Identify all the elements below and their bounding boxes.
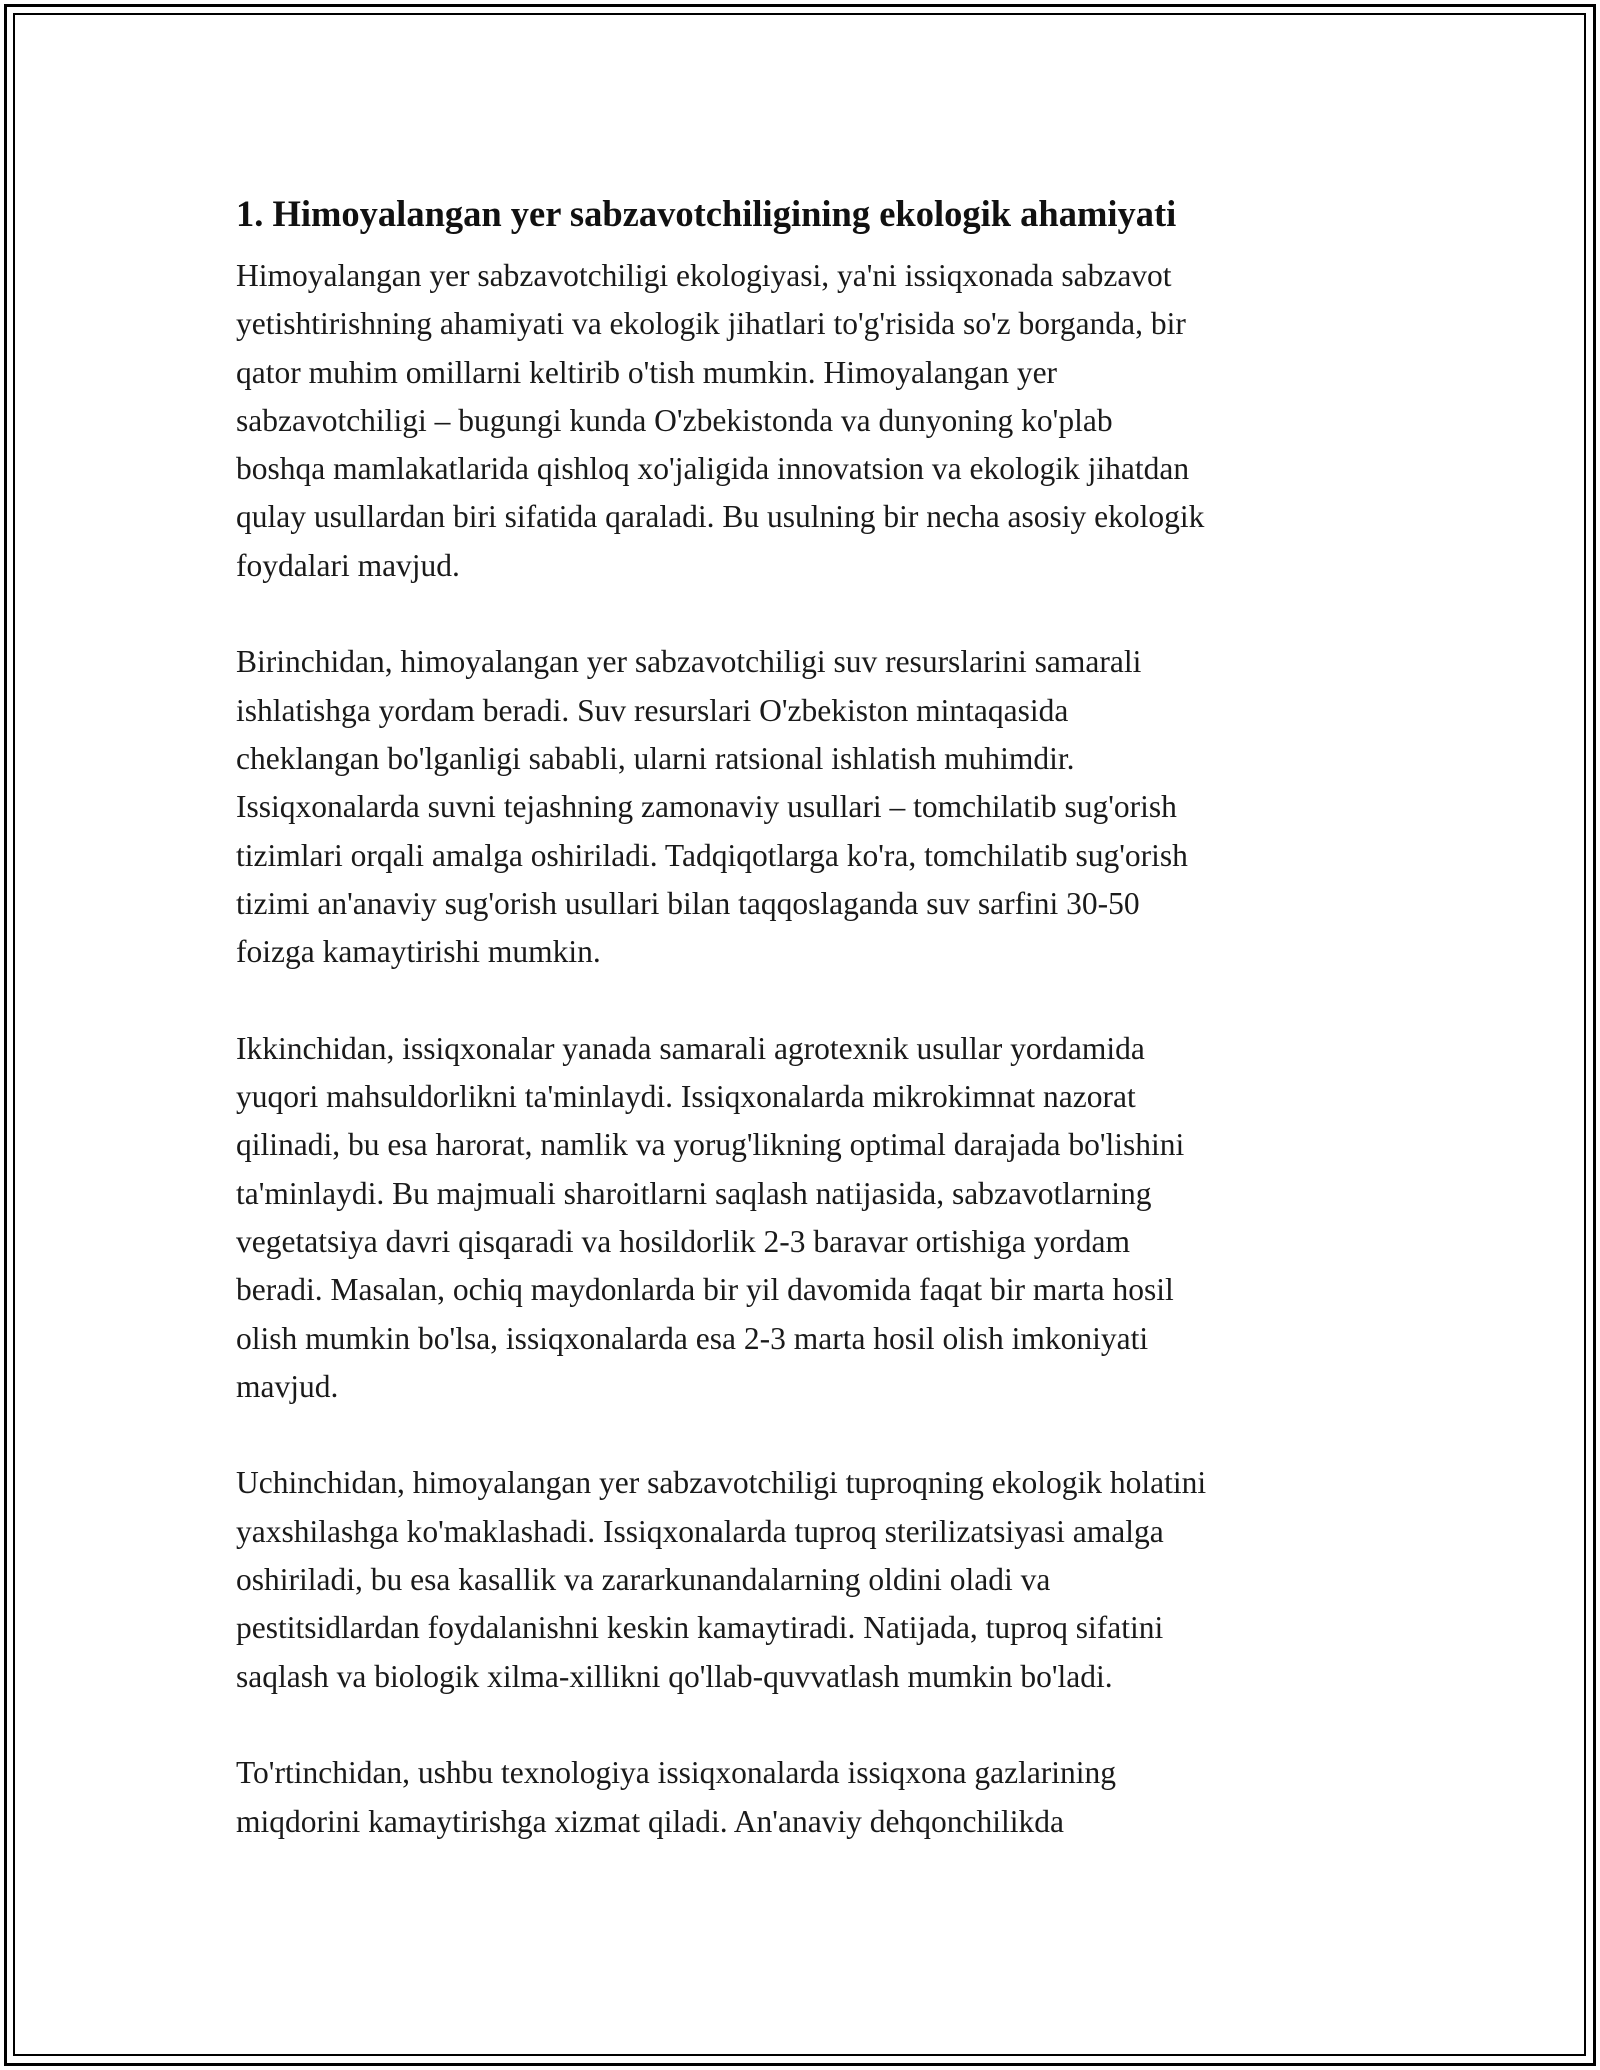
- paragraph-third: Uchinchidan, himoyalangan yer sabzavotchiligi tuproqning ekologik holatini yaxshilashga ko'maklashadi. Issiqxonalarda tuproq sterilizatsiyasi amalga oshiriladi, bu esa kasallik va zararkunandalarning oldini oladi va pestitsidlardan foydalanishni keskin kamaytiradi. Natijada, tuproq sifatini saqlash va biologik xilma-xillikni qo'llab-quvvatlash mumkin bo'ladi.: [236, 1465, 1207, 1694]
- paragraph-fourth: To'rtinchidan, ushbu texnologiya issiqxonalarda issiqxona gazlarining miqdorini kamaytirishga xizmat qiladi. An'anaviy dehqonchilikda: [236, 1755, 1117, 1839]
- paragraph-intro: Himoyalangan yer sabzavotchiligi ekologiyasi, ya'ni issiqxonada sabzavot yetishtirishning ahamiyati va ekologik jihatlari to'g'risida so'z borganda, bir qator muhim omillarni keltirib o'tish mumkin. Himoyalangan yer sabzavotchiligi – bugungi kunda O'zbekistonda va dunyoning ko'plab boshqa mamlakatlarida qishloq xo'jaligida innovatsion va ekologik jihatdan qulay usullardan biri sifatida qaraladi. Bu usulning bir necha asosiy ekologik foydalari mavjud.: [236, 258, 1205, 583]
- document-body: [236, 184, 1386, 1894]
- paragraph-first: Birinchidan, himoyalangan yer sabzavotchiligi suv resurslarini samarali ishlatishga yordam beradi. Suv resurslari O'zbekiston mintaqasida cheklangan bo'lganligi sababli, ularni ratsional ishlatish muhimdir. Issiqxonalarda suvni tejashning zamonaviy usullari – tomchilatib sug'orish tizimlari orqali amalga oshiriladi. Tadqiqotlarga ko'ra, tomchilatib sug'orish tizimi an'anaviy sug'orish usullari bilan taqqoslaganda suv sarfini 30-50 foizga kamaytirishi mumkin.: [236, 644, 1188, 970]
- paragraph-second: Ikkinchidan, issiqxonalar yanada samarali agrotexnik usullar yordamida yuqori mahsuldorlikni ta'minlaydi. Issiqxonalarda mikrokimnat nazorat qilinadi, bu esa harorat, namlik va yorug'likning optimal darajada bo'lishini ta'minlaydi. Bu majmuali sharoitlarni saqlash natijasida, sabzavotlarning vegetatsiya davri qisqaradi va hosildorlik 2-3 baravar ortishiga yordam beradi. Masalan, ochiq maydonlarda bir yil davomida faqat bir marta hosil olish mumkin bo'lsa, issiqxonalarda esa 2-3 marta hosil olish imkoniyati mavjud.: [236, 1030, 1185, 1404]
- section-heading: 1. Himoyalangan yer sabzavotchiligining ekologik ahamiyati: [236, 193, 1177, 234]
